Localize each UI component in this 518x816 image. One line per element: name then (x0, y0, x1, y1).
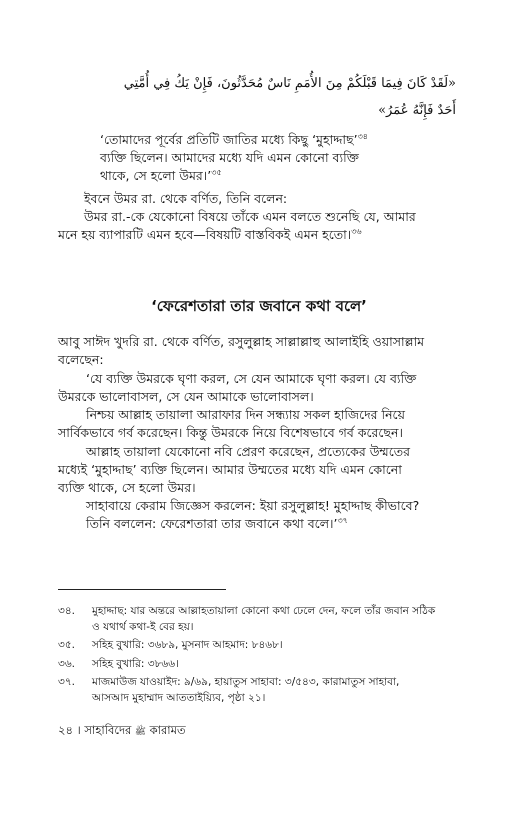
para2-text: মনে হয় ব্যাপারটি এমন হবে—বিষয়টি বাস্তবিকই এমন হতো। (58, 227, 352, 242)
para3-line-7: আল্লাহ তায়ালা যেকোনো নবি প্রেরণ করেছেন, প্রত্যেকের উম্মতের (86, 444, 410, 459)
footnote-ref[interactable]: ৩৬ (351, 226, 362, 236)
para3-line-6: সার্বিকভাবে গর্ব করেছেন। কিন্তু উমরকে নিয়ে বিশেষভাবে গর্ব করেছেন। (58, 425, 403, 440)
honorific-ligature: ﷺ (135, 727, 146, 737)
para3-line-5: নিশ্চয় আল্লাহ তায়ালা আরাফার দিন সন্ধ্যায় সকল হাজিদের নিয়ে (86, 407, 405, 422)
para2-line-2: উমর রা.-কে যেকোনো বিষয়ে তাঁকে এমন বলতে শুনেছি যে, আমার (84, 209, 416, 224)
footnote-text: মুহাদ্দাছ: যার অন্তরে আল্লাহতায়ালা কোনো কথা ঢেলে দেন, ফলে তাঁর জবান সঠিক (92, 605, 436, 617)
para3-text: তিনি বললেন: ফেরেশতারা তার জবানে কথা বলে।’ (86, 516, 338, 531)
page-footer (58, 722, 186, 740)
footnote-number: ৩৫. (58, 639, 75, 651)
book-title: সাহাবিদের (84, 723, 132, 737)
para3-line-11 (86, 516, 348, 532)
para2-line-3 (58, 227, 362, 243)
para3-line-9: ব্যক্তি থাকে, সে হলো উমর। (58, 480, 196, 495)
quote-line-1 (100, 132, 368, 148)
footnote-number: ৩৬. (58, 658, 75, 670)
arabic-hadith-line-2: أَحَدٌ فَإِنَّهُ عُمَرُ» (378, 103, 456, 118)
quote-text: ‘তোমাদের পূর্বের প্রতিটি জাতির মধ্যে কিছু ‘মুহাদ্দাছ’ (100, 132, 358, 147)
footnote-ref[interactable]: ৩৭ (337, 515, 348, 525)
para3-line-2: বলেছেন: (58, 352, 104, 367)
arabic-hadith-line-1: «لَقَدْ كَانَ فِيمَا قَبْلَكُمْ مِنَ الأُمَمِ نَاسٌ مُحَدَّثُونَ، فَإِنْ يَكُ فِي أُمَّتِي (123, 76, 456, 91)
footnote-text: সহিহ বুখারি: ৩৮৬৬। (92, 658, 179, 670)
footnote-text: সহিহ বুখারি: ৩৬৮৯, মুসনাদ আহমাদ: ৮৪৬৮। (92, 639, 283, 651)
para3-line-10: সাহাবায়ে কেরাম জিজ্ঞেস করলেন: ইয়া রসুলুল্লাহ! মুহাদ্দাছ কীভাবে? (86, 498, 420, 513)
para2-line-1: ইবনে উমর রা. থেকে বর্ণিত, তিনি বলেন: (84, 191, 288, 206)
section-heading: ‘ফেরেশতারা তার জবানে কথা বলে’ (151, 297, 367, 315)
para3-line-8: মধ্যেই ‘মুহাদ্দাছ’ ব্যক্তি ছিলেন। আমার উম্মতের মধ্যে যদি এমন কোনো (58, 462, 402, 477)
para3-line-1: আবু সাঈদ খুদরি রা. থেকে বর্ণিত, রসুলুল্লাহ সাল্লাল্লাহু আলাইহি ওয়াসাল্লাম (58, 334, 425, 349)
quote-line-2: ব্যক্তি ছিলেন। আমাদের মধ্যে যদি এমন কোনো ব্যক্তি (100, 150, 359, 165)
footnote-text: আসআদ মুহাম্মাদ আততাইয়্যিব, পৃষ্ঠা ২১। (92, 692, 266, 704)
book-title: কারামত (149, 723, 186, 737)
para3-line-3: ‘যে ব্যক্তি উমরকে ঘৃণা করল, সে যেন আমাকে ঘৃণা করল। যে ব্যক্তি (86, 371, 417, 386)
quote-text: থাকে, সে হলো উমর।’ (100, 168, 212, 183)
footnote-text: মাজমাউজ যাওয়াইদ: ৯/৬৯, হায়াতুস সাহাবা: ৩/৫৪৩, কারামাতুস সাহাবা, (92, 676, 400, 688)
footnote-text: ও যথার্থ কথা-ই বের হয়। (92, 621, 194, 633)
footnote-number: ৩৪. (58, 605, 75, 617)
page-number: ২৪ (58, 723, 73, 737)
para3-line-4: উমরকে ভালোবাসল, সে যেন আমাকে ভালোবাসল। (58, 389, 314, 404)
footnote-ref[interactable]: ৩৪ (357, 131, 368, 141)
quote-line-3 (100, 168, 222, 184)
footnote-divider (58, 589, 226, 590)
footnote-ref[interactable]: ৩৫ (211, 167, 222, 177)
footer-separator: । (76, 723, 81, 737)
footnote-number: ৩৭. (58, 676, 75, 688)
